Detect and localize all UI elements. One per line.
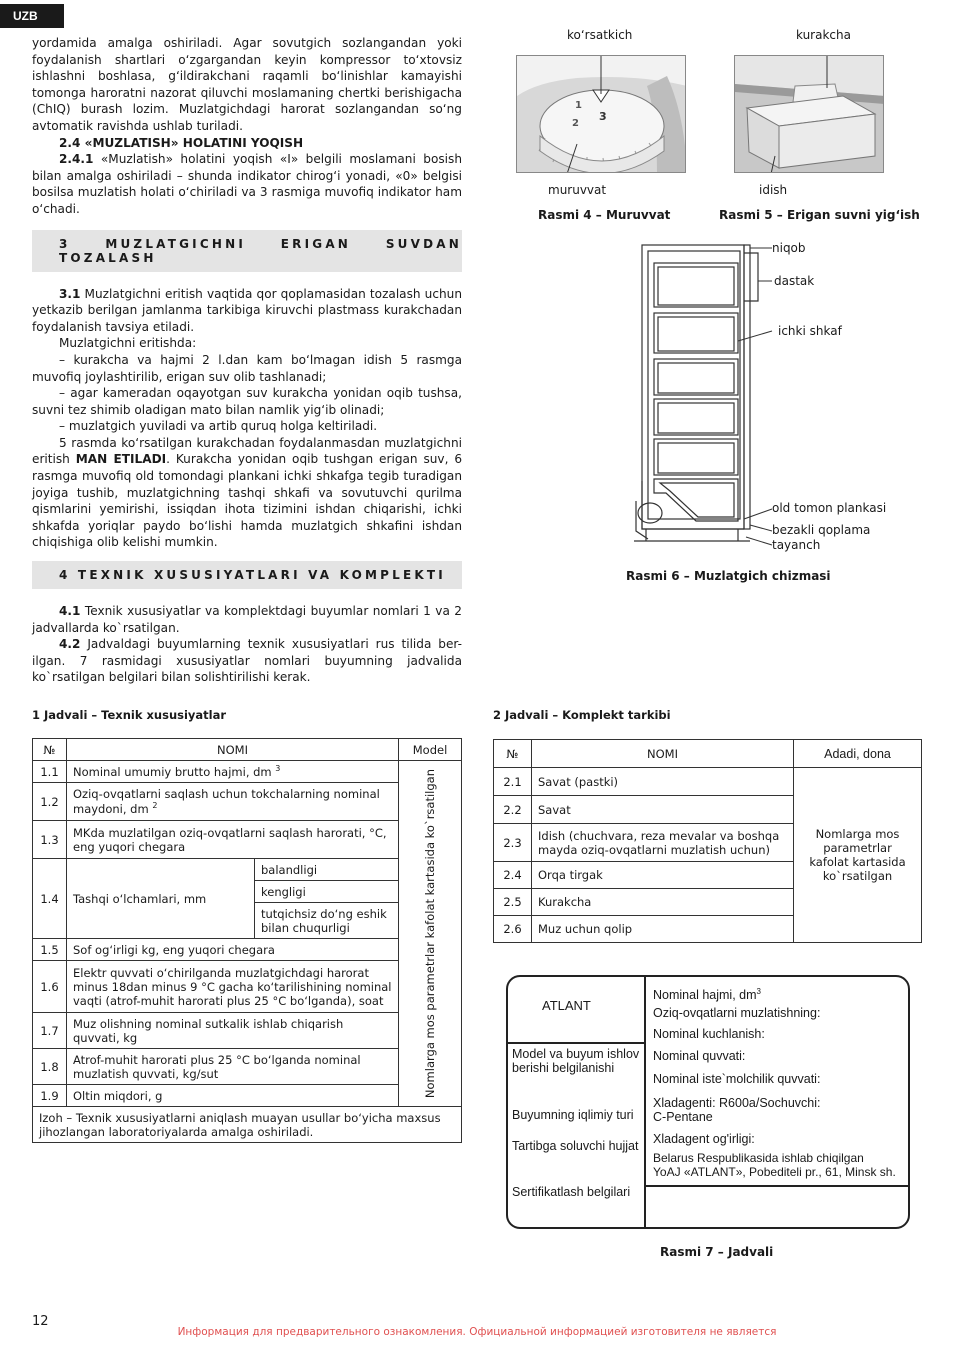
plate-right-field: Xladagent og'irligi:: [653, 1132, 755, 1146]
paragraph-intro: yordamida amalga oshiriladi. Agar sovutgich sozlangandan yoki foydalanish shartlari o‘zgargandan keyin kompressor to‘xtovsiz ishlashni boshlasa, g‘ildirakchani raqamli bo‘linishlar kamayishi tomonga haroratni nazorat qiluvchi moslamaning chertki berishigacha (ChIQ) burash lozim. Muzlatgichdagi harorat sozlangandan so‘ng avtomatik ravishda ushlab turiladi.: [32, 36, 462, 133]
table-row: [33, 961, 462, 1013]
dial-number: 2: [572, 118, 579, 129]
plate-divider: [508, 1042, 644, 1044]
clause-number: 3.1: [59, 286, 81, 301]
plate-right-field: Oziq-ovqatlarni muzlatishning:: [653, 1006, 821, 1020]
paragraph-4-1: [32, 603, 462, 636]
heading-2-4: 2.4 «MUZLATISH» HOLATINI YOQISH: [59, 135, 304, 150]
plate-divider: [644, 977, 646, 1227]
row-name: Orqa tirgak: [532, 862, 794, 889]
fig6-label-support: tayanch: [772, 538, 821, 552]
row-num: 1.2: [33, 783, 67, 821]
row-num: 2.4: [494, 862, 532, 889]
fig4-label-knob: muruvvat: [548, 183, 607, 197]
row-name-text: Oziq-ovqatlarni saqlash uchun tokchalarning nominal maydoni, dm: [73, 787, 380, 816]
row-num: 1.4: [33, 859, 67, 939]
table-row: [33, 1013, 462, 1049]
paragraph-2-4-1: [32, 151, 462, 217]
fig4-label-indicator: ko‘rsatkich: [567, 28, 633, 42]
list-item: – muzlatgich yuviladi va artib quruq holga keltiriladi.: [59, 419, 378, 434]
paragraph-text: Muzlatgichni eritish vaqtida qor qoplamasidan tozalash uchun yetkazib berilgan jamlanma tarkibiga kiruvchi plastmass kurakchadan foydalanish tavsiya etiladi.: [32, 286, 462, 334]
row-num: 1.5: [33, 939, 67, 961]
row-name: Oltin miqdori, g: [67, 1085, 399, 1107]
row-num: 1.9: [33, 1085, 67, 1107]
row-name-text: Nominal umumiy brutto hajmi, dm: [73, 764, 272, 779]
plate-field-text: Nominal hajmi, dm: [653, 988, 757, 1003]
row-num: 2.5: [494, 889, 532, 916]
table2-title: 2 Jadvali – Komplekt tarkibi: [493, 708, 671, 722]
paragraph-text: «Muzlatish» holatini yoqish «I» belgili moslamani bosish bilan amalga oshiriladi – shunda indikator chirog‘i yonadi, «0» belgisi bosilsa muzlatish holati o‘chiriladi va 3 rasmiga muvofiq indikator ham o‘chadi.: [32, 152, 462, 216]
table1-head-model: Model: [399, 739, 462, 761]
fig6-label-decor-cover: bezakli qoplama: [772, 523, 871, 537]
table2-head-qty: Adadi, dona: [794, 740, 922, 768]
row-name: [67, 783, 399, 821]
fig6-freezer-drawing: [626, 241, 776, 553]
row-name: Idish (chuchvara, reza mevalar va boshqa mayda oziq-ovqatlarni muzlatish uchun): [532, 824, 794, 862]
table2-head-name: NOMI: [532, 740, 794, 768]
row-num: 1.3: [33, 821, 67, 859]
table-row: [494, 768, 922, 796]
fig6-label-handle: dastak: [774, 274, 815, 288]
row-name: Tashqi o‘lchamlari, mm: [67, 859, 255, 939]
plate-divider: [644, 1185, 910, 1187]
fig4-dial-photo: [516, 55, 686, 173]
row-num: 2.6: [494, 916, 532, 943]
paragraph-defrost: Muzlatgichni eritishda:: [59, 336, 197, 351]
disclaimer-footer: Информация для предварительного ознакомления. Официальной информацией изготовителя не является: [177, 1326, 777, 1338]
left-column: [32, 35, 462, 686]
plate-left-field: Buyumning iqlimiy turi: [512, 1108, 634, 1122]
paragraph-text: Texnik xususiyatlar va komplektdagi buyumlar nomlari 1 va 2 jadvallarda ko`rsatilgan.: [32, 604, 462, 635]
section-heading-3: 3 MUZLATGICHNI ERIGAN SUVDAN TOZALASH: [32, 230, 462, 272]
row-name: Savat (pastki): [532, 768, 794, 796]
row-name: Sof og‘irligi kg, eng yuqori chegara: [67, 939, 399, 961]
table-row: [33, 859, 462, 881]
clause-number: 4.2: [59, 637, 81, 652]
language-tab: UZB: [0, 4, 64, 28]
row-name: Muz olishning nominal sutkalik ishlab chiqarish quvvati, kg: [67, 1013, 399, 1049]
row-num: 1.1: [33, 761, 67, 783]
fig5-label-scraper: kurakcha: [796, 28, 851, 42]
table-row: [33, 939, 462, 961]
table1-head-name: NOMI: [67, 739, 399, 761]
list-item: – kurakcha va hajmi 2 l.dan kam bo‘lmagan idish 5 rasmga muvofiq joylashtirilib, erigan suv olib tashlanadi;: [32, 352, 462, 384]
plate-right-field: Xladagenti: R600a/Sochuvchi:: [653, 1096, 821, 1110]
fig6-label-inner-cabinet: ichki shkaf: [778, 324, 842, 338]
warning-emphasis: MAN ETILADI: [75, 452, 167, 467]
plate-right-field: [653, 985, 761, 1002]
row-num: 1.6: [33, 961, 67, 1013]
fig4-caption: Rasmi 4 – Muruvvat: [538, 208, 671, 222]
row-name: Atrof-muhit harorati plus 25 °C bo‘lganda nominal muzlatish quvvati, kg/sut: [67, 1049, 399, 1085]
row-name: [67, 761, 399, 783]
row-name: Muz uchun qolip: [532, 916, 794, 943]
rating-plate: [506, 975, 910, 1229]
list-item: – agar kameradan oqayotgan suv kurakcha yonidan oqib tushsa, suvni tez shimib oladigan mato bilan namlik yig‘ib olinadi;: [32, 386, 462, 417]
plate-right-field: C-Pentane: [653, 1110, 713, 1124]
row-num: 1.7: [33, 1013, 67, 1049]
row-num: 2.1: [494, 768, 532, 796]
table1-head-num: №: [33, 739, 67, 761]
paragraph-text: 5 rasmda ko‘rsatilgan kurakchadan foydalanmasdan muzlatgichni eritish: [32, 435, 462, 467]
table-row: [33, 1107, 462, 1143]
plate-left-field: Tartibga soluvchi hujjat: [512, 1139, 639, 1153]
table1-model-merged: [399, 761, 462, 1107]
plate-right-field: Nominal quvvati:: [653, 1049, 746, 1063]
paragraph-4-2: [32, 636, 462, 686]
dial-number: 1: [575, 100, 582, 111]
plate-left-field: Model va buyum ishlov berishi belgilanishi: [512, 1047, 640, 1075]
section-heading-4: 4 TEXNIK XUSUSIYATLARI VA KOMPLEKTI: [32, 561, 462, 589]
plate-right-field: Nominal iste`molchilik quvvati:: [653, 1072, 821, 1086]
fig6-caption: Rasmi 6 – Muzlatgich chizmasi: [626, 569, 831, 583]
unit-superscript: 3: [756, 987, 761, 996]
unit-superscript: 2: [152, 801, 158, 811]
plate-brand: ATLANT: [542, 998, 591, 1013]
dial-number: 3: [599, 110, 607, 123]
plate-right-field: Nominal kuchlanish:: [653, 1027, 765, 1041]
row-name: Elektr quvvati o‘chirilganda muzlatgichdagi harorat minus 18dan minus 9 °C gacha ko‘tarilishining nominal vaqti (atrof-muhit harorati plus 25 °C bo‘lganda), soat: [67, 961, 399, 1013]
model-vertical-text: Nomlarga mos parametrlar kafolat kartasida ko`rsatilgan: [423, 768, 437, 1099]
paragraph-3-1: [32, 286, 462, 336]
clause-number: 2.4.1: [59, 152, 94, 167]
plate-right-field: YoAJ «ATLANT», Pobediteli pr., 61, Minsk sh.: [653, 1165, 896, 1179]
table-row: [33, 1085, 462, 1107]
row-name: Savat: [532, 796, 794, 824]
paragraph-text: . Kurakcha yonidan oqib tushgan erigan suv, 6 rasmga muvofiq old tomondagi plankani ichki shkafga tegib turadigan joyiga tushib, muzlatgichning tashqi shkafi va sovutuvchi qurilma qismlarini yemirishi, issiqdan ihota tizimini ishdan chiqarishi, ichki shkafda yoriqlar paydo bo‘lishi hamda muzlatgich shkafini ishdan chiqishiga olib kelishi mumkin.: [32, 452, 463, 550]
row-num: 2.3: [494, 824, 532, 862]
row-name: Kurakcha: [532, 889, 794, 916]
row-num: 1.8: [33, 1049, 67, 1085]
row-sub: tutqichsiz do‘ng eshik bilan chuqurligi: [255, 903, 399, 939]
table1-title: 1 Jadvali – Texnik xususiyatlar: [32, 708, 227, 722]
row-sub: kengligi: [255, 881, 399, 903]
row-name: MKda muzlatilgan oziq-ovqatlarni saqlash harorati, °C, eng yuqori chegara: [67, 821, 399, 859]
plate-right-field: Belarus Respublikasida ishlab chiqilgan: [653, 1151, 864, 1165]
plate-left-field: Sertifikatlash belgilari: [512, 1185, 631, 1199]
paragraph-warning: [32, 435, 462, 551]
table-row: [33, 1049, 462, 1085]
fig5-label-container: idish: [759, 183, 788, 197]
table-row: [33, 761, 462, 783]
table-kit-contents: [493, 739, 922, 943]
table1-note: Izoh – Texnik xususiyatlarni aniqlash muayan usullar bo‘yicha maxsus jihozlangan laboratoriyalarda amalga oshiriladi.: [33, 1107, 462, 1143]
row-sub: balandligi: [255, 859, 399, 881]
table-row: [33, 783, 462, 821]
fig6-label-front-strip: old tomon plankasi: [772, 501, 887, 515]
table-technical-specs: [32, 738, 462, 1143]
clause-number: 4.1: [59, 604, 81, 619]
fig6-label-mask: niqob: [772, 241, 806, 255]
page-number: 12: [32, 1314, 49, 1329]
table-row: [33, 821, 462, 859]
fig5-caption: Rasmi 5 – Erigan suvni yig‘ish: [719, 208, 920, 222]
table2-head-num: №: [494, 740, 532, 768]
table2-qty-merged: Nomlarga mos parametrlar kafolat kartasida ko`rsatilgan: [794, 768, 922, 943]
fig5-scraper-photo: [734, 55, 884, 173]
unit-superscript: 3: [275, 764, 281, 774]
paragraph-text: Jadvaldagi buyumlarning texnik xususiyatlari rus tilida ber-ilgan. 7 rasmidagi xususiyatlar nomlari buyumning jadvalida ko`rsatilgan belgilari bilan solishtirilishi kerak.: [32, 637, 462, 685]
row-num: 2.2: [494, 796, 532, 824]
fig7-caption: Rasmi 7 – Jadvali: [660, 1245, 774, 1259]
